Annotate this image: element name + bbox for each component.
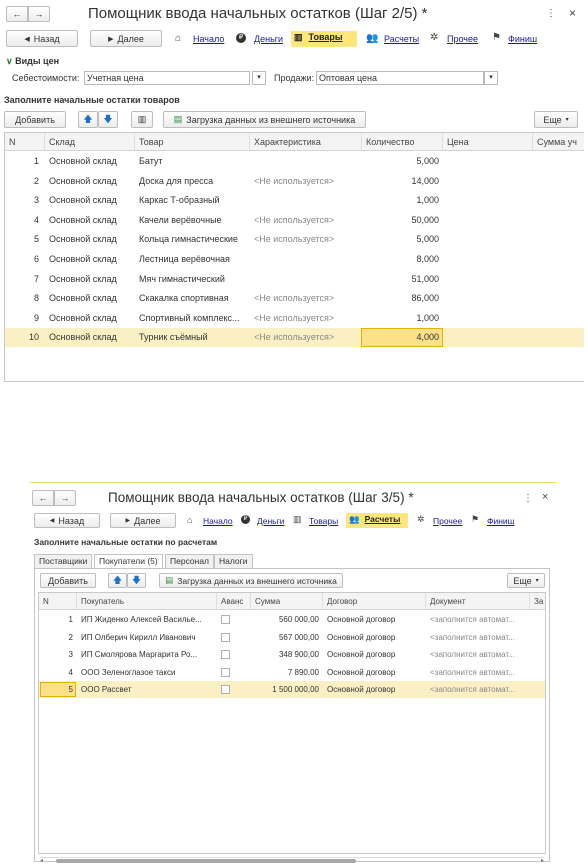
triangle-left-icon: ◀ xyxy=(24,35,30,43)
advance-checkbox[interactable] xyxy=(221,650,230,659)
move-up-icon[interactable]: 🡅 xyxy=(78,111,98,128)
more-button[interactable]: Еще ▾ xyxy=(507,573,545,588)
advance-checkbox[interactable] xyxy=(221,685,230,694)
goods-table xyxy=(4,132,584,382)
nav-link-finish[interactable]: Финиш xyxy=(508,34,538,44)
table-cell[interactable]: Основной договор xyxy=(327,685,396,695)
table-cell[interactable]: 4 xyxy=(68,667,73,677)
column-header[interactable]: Склад xyxy=(45,133,135,151)
table-cell[interactable]: <Не используется> xyxy=(254,332,335,343)
table-cell[interactable]: <заполнится автомат... xyxy=(430,667,515,677)
nav-link-start[interactable]: Начало xyxy=(193,34,225,44)
goods-icon: ▥ xyxy=(294,32,303,42)
barcode-icon[interactable]: ▥ xyxy=(131,111,153,128)
table-cell[interactable]: Основной склад xyxy=(49,312,117,323)
load-external-button[interactable]: ▤ Загрузка данных из внешнего источника xyxy=(163,111,366,128)
advance-checkbox[interactable] xyxy=(221,668,230,677)
table-cell[interactable]: <заполнится автомат... xyxy=(430,632,515,642)
column-header[interactable]: За xyxy=(534,597,544,606)
triangle-left-icon: ◀ xyxy=(49,518,55,524)
table-row[interactable] xyxy=(39,681,545,698)
table-cell[interactable]: <Не используется> xyxy=(254,293,335,304)
table-cell[interactable]: ИП Смолярова Маргарита Ро... xyxy=(81,650,198,660)
table-cell[interactable] xyxy=(250,152,362,171)
table-cell[interactable]: Основной склад xyxy=(49,175,117,186)
triangle-right-icon: ▶ xyxy=(125,518,131,524)
table-cell[interactable]: Спортивный комплекс... xyxy=(139,312,240,323)
table-cell[interactable]: Лестница верёвочная xyxy=(139,254,230,264)
history-forward-icon[interactable]: → xyxy=(28,6,50,22)
column-header[interactable]: Аванс xyxy=(217,593,251,610)
history-back-icon[interactable]: ← xyxy=(32,490,54,506)
tab-customers[interactable]: Покупатели (5) xyxy=(94,554,163,569)
people-icon: 👥 xyxy=(366,33,379,44)
window-title: Помощник ввода начальных остатков (Шаг 2/5) * xyxy=(88,5,428,22)
table-cell[interactable]: Основной склад xyxy=(49,234,117,245)
chevron-down-icon: ▾ xyxy=(535,578,539,584)
table-cell[interactable]: 2 xyxy=(68,632,73,642)
table-cell[interactable]: 1 xyxy=(33,156,39,166)
table-cell[interactable]: 14,000 xyxy=(411,175,439,186)
add-button[interactable]: Добавить xyxy=(40,573,96,588)
goods-icon: ▥ xyxy=(293,514,302,524)
table-cell[interactable]: 3 xyxy=(33,195,39,206)
column-header[interactable]: N xyxy=(5,133,45,151)
table-header xyxy=(39,593,545,610)
table-cell[interactable]: Кольца гимнастические xyxy=(139,234,238,245)
table-cell[interactable]: 567 000,00 xyxy=(278,632,319,642)
tab-suppliers[interactable]: Поставщики xyxy=(34,554,92,569)
close-icon[interactable]: × xyxy=(542,491,549,503)
table-cell[interactable]: 1,000 xyxy=(416,195,439,206)
column-header[interactable]: Документ xyxy=(426,593,530,610)
more-button[interactable]: Еще ▾ xyxy=(534,111,578,128)
table-cell[interactable] xyxy=(250,191,362,210)
more-menu-icon[interactable]: ⋮ xyxy=(523,493,533,504)
table-row[interactable] xyxy=(5,309,584,328)
table-cell[interactable]: Основной склад xyxy=(49,254,117,264)
horizontal-scrollbar[interactable] xyxy=(40,857,544,863)
cost-price-field[interactable]: Учетная цена xyxy=(84,71,250,85)
nav-link-money[interactable]: Деньги xyxy=(257,516,285,526)
table-row[interactable] xyxy=(39,664,545,681)
table-cell[interactable]: 5 xyxy=(33,234,39,245)
table-header xyxy=(5,133,584,151)
table-row[interactable] xyxy=(39,646,545,663)
column-header[interactable]: Товар xyxy=(135,133,250,151)
table-cell[interactable]: 86,000 xyxy=(411,293,439,304)
table-cell[interactable]: Основной договор xyxy=(327,632,396,642)
column-header[interactable]: Договор xyxy=(323,593,426,610)
table-cell[interactable]: 5,000 xyxy=(416,234,439,245)
chevron-down-icon: ∨ xyxy=(6,56,13,66)
table-row[interactable] xyxy=(5,270,584,289)
scrollbar-thumb[interactable] xyxy=(56,859,356,863)
sales-price-field[interactable]: Оптовая цена xyxy=(316,71,484,85)
table-cell[interactable]: 4 xyxy=(33,214,39,225)
sales-price-label: Продажи: xyxy=(274,73,315,83)
table-cell[interactable]: ИП Жиденко Алексей Василье... xyxy=(81,615,202,624)
table-cell[interactable]: 5 xyxy=(68,685,73,695)
window-top-border xyxy=(30,482,556,483)
nav-link-finish[interactable]: Финиш xyxy=(487,516,515,526)
table-cell[interactable]: <заполнится автомат... xyxy=(430,615,515,624)
column-header[interactable]: Покупатель xyxy=(77,593,217,610)
table-cell[interactable]: <Не используется> xyxy=(254,214,335,225)
home-icon: ⌂ xyxy=(175,33,182,44)
table-row[interactable] xyxy=(5,172,584,191)
table-cell[interactable]: Основной склад xyxy=(49,332,117,343)
table-cell[interactable]: 8 xyxy=(33,293,39,304)
table-row[interactable] xyxy=(5,230,584,249)
money-icon: ₽ xyxy=(236,33,246,43)
nav-link-settlements[interactable]: Расчеты xyxy=(384,34,420,44)
table-cell[interactable]: 51,000 xyxy=(411,273,439,284)
move-up-icon[interactable]: 🡅 xyxy=(108,573,127,588)
move-down-icon[interactable]: 🡇 xyxy=(127,573,146,588)
table-cell[interactable]: Основной договор xyxy=(327,650,396,660)
table-cell[interactable]: Основной договор xyxy=(327,667,396,677)
column-header[interactable]: Сумма уч xyxy=(537,137,577,147)
table-cell[interactable]: 10 xyxy=(28,332,39,343)
table-cell[interactable] xyxy=(250,270,362,289)
table-cell[interactable]: Турник съёмный xyxy=(139,332,208,343)
history-back-icon[interactable]: ← xyxy=(6,6,28,22)
people-icon: 👥 xyxy=(349,514,360,524)
nav-link-goods-active[interactable]: ▥ Товары xyxy=(291,31,357,47)
table-cell[interactable]: Основной склад xyxy=(49,293,117,304)
grid-title: Заполните начальные остатки товаров xyxy=(4,95,180,105)
nav-link-start[interactable]: Начало xyxy=(203,516,233,526)
table-cell[interactable]: 9 xyxy=(33,312,39,323)
table-cell[interactable]: <Не используется> xyxy=(254,234,335,245)
back-button[interactable]: ◀ Назад xyxy=(6,30,78,47)
table-cell[interactable]: Доска для пресса xyxy=(139,175,214,186)
column-header[interactable]: Цена xyxy=(443,133,533,151)
tab-taxes[interactable]: Налоги xyxy=(214,554,253,569)
table-row[interactable] xyxy=(5,289,584,308)
table-row[interactable] xyxy=(39,629,545,646)
table-cell[interactable]: 7 xyxy=(33,273,39,284)
window-title: Помощник ввода начальных остатков (Шаг 3/5) * xyxy=(108,490,414,505)
table-cell[interactable]: Скакалка спортивная xyxy=(139,293,229,304)
table-cell[interactable] xyxy=(250,250,362,269)
nav-link-money[interactable]: Деньги xyxy=(254,34,284,44)
scroll-left-icon[interactable]: ◂ xyxy=(40,858,44,864)
next-button[interactable]: ▶ Далее xyxy=(110,513,176,528)
table-cell[interactable]: 8,000 xyxy=(416,254,439,264)
table-cell[interactable]: Основной склад xyxy=(49,214,117,225)
price-types-section[interactable]: ∨ Виды цен xyxy=(6,56,60,66)
table-row[interactable] xyxy=(5,152,584,171)
table-row[interactable] xyxy=(5,250,584,269)
table-cell[interactable]: ООО Рассвет xyxy=(81,685,132,695)
table-row[interactable] xyxy=(39,611,545,628)
table-cell[interactable]: Основной склад xyxy=(49,156,117,166)
close-icon[interactable]: × xyxy=(569,6,577,20)
section-title: Заполните начальные остатки по расчетам xyxy=(34,537,218,547)
nav-link-settlements-active[interactable]: 👥 Расчеты xyxy=(346,513,408,528)
table-cell[interactable]: 6 xyxy=(33,254,39,264)
column-header[interactable]: Сумма xyxy=(251,593,323,610)
customers-table xyxy=(38,592,546,854)
nav-link-goods[interactable]: Товары xyxy=(309,516,339,526)
flag-icon: ⚑ xyxy=(492,32,501,43)
table-cell[interactable]: Мяч гимнастический xyxy=(139,273,225,284)
tab-personnel[interactable]: Персонал xyxy=(165,554,214,569)
table-cell[interactable]: 4,000 xyxy=(416,332,439,343)
cost-price-label: Себестоимости: xyxy=(12,73,80,83)
table-row[interactable] xyxy=(5,211,584,230)
home-icon: ⌂ xyxy=(187,515,193,525)
gear-icon: ✲ xyxy=(430,32,439,43)
scroll-right-icon[interactable]: ▸ xyxy=(540,858,544,864)
back-button[interactable]: ◀ Назад xyxy=(34,513,100,528)
table-cell[interactable]: 50,000 xyxy=(411,214,439,225)
next-button[interactable]: ▶ Далее xyxy=(90,30,162,47)
move-down-icon[interactable]: 🡇 xyxy=(98,111,118,128)
table-cell[interactable]: <Не используется> xyxy=(254,312,335,323)
table-cell[interactable]: Каркас Т-образный xyxy=(139,195,220,206)
table-cell[interactable]: 7 890,00 xyxy=(287,667,319,677)
table-row[interactable] xyxy=(5,191,584,210)
table-cell[interactable]: 2 xyxy=(33,175,39,186)
cost-price-dropdown-icon[interactable]: ▾ xyxy=(252,71,266,85)
table-cell[interactable]: 3 xyxy=(68,650,73,660)
table-load-icon: ▤ xyxy=(173,114,183,124)
table-load-icon: ▤ xyxy=(165,575,174,585)
table-cell[interactable]: Основной договор xyxy=(327,615,396,624)
add-button[interactable]: Добавить xyxy=(4,111,66,128)
column-header[interactable]: N xyxy=(39,593,77,610)
column-header[interactable]: Характеристика xyxy=(250,133,362,151)
sales-price-dropdown-icon[interactable]: ▾ xyxy=(484,71,498,85)
gear-icon: ✲ xyxy=(417,514,425,524)
triangle-right-icon: ▶ xyxy=(108,35,114,43)
table-cell[interactable]: ООО Зеленоглазое такси xyxy=(81,667,176,677)
table-cell[interactable]: 348 900,00 xyxy=(278,650,319,660)
load-external-button[interactable]: ▤ Загрузка данных из внешнего источника xyxy=(159,573,343,588)
table-cell[interactable]: <заполнится автомат... xyxy=(430,685,515,695)
table-cell[interactable]: 1,000 xyxy=(416,312,439,323)
column-header[interactable]: Количество xyxy=(362,133,443,151)
table-cell[interactable]: 1 xyxy=(68,615,73,624)
table-cell[interactable]: ИП Олберич Кирилл Иванович xyxy=(81,632,196,642)
nav-link-other[interactable]: Прочее xyxy=(447,34,478,44)
chevron-down-icon: ▾ xyxy=(565,117,569,123)
table-cell[interactable]: <Не используется> xyxy=(254,175,335,186)
advance-checkbox[interactable] xyxy=(221,633,230,642)
advance-checkbox[interactable] xyxy=(221,615,230,624)
money-icon: ₽ xyxy=(241,515,250,524)
nav-link-other[interactable]: Прочее xyxy=(433,516,463,526)
flag-icon: ⚑ xyxy=(471,514,480,524)
table-row[interactable] xyxy=(5,328,584,347)
table-cell[interactable]: 560 000,00 xyxy=(278,615,319,624)
table-cell[interactable]: <заполнится автомат... xyxy=(430,650,515,660)
table-cell[interactable]: Основной склад xyxy=(49,195,117,206)
table-cell[interactable]: 5,000 xyxy=(416,156,439,166)
more-menu-icon[interactable]: ⋮ xyxy=(546,8,556,19)
table-cell[interactable]: Основной склад xyxy=(49,273,117,284)
table-cell[interactable]: Батут xyxy=(139,156,163,166)
table-cell[interactable]: Качели верёвочные xyxy=(139,214,222,225)
table-cell[interactable]: 1 500 000,00 xyxy=(272,685,319,695)
history-forward-icon[interactable]: → xyxy=(54,490,76,506)
